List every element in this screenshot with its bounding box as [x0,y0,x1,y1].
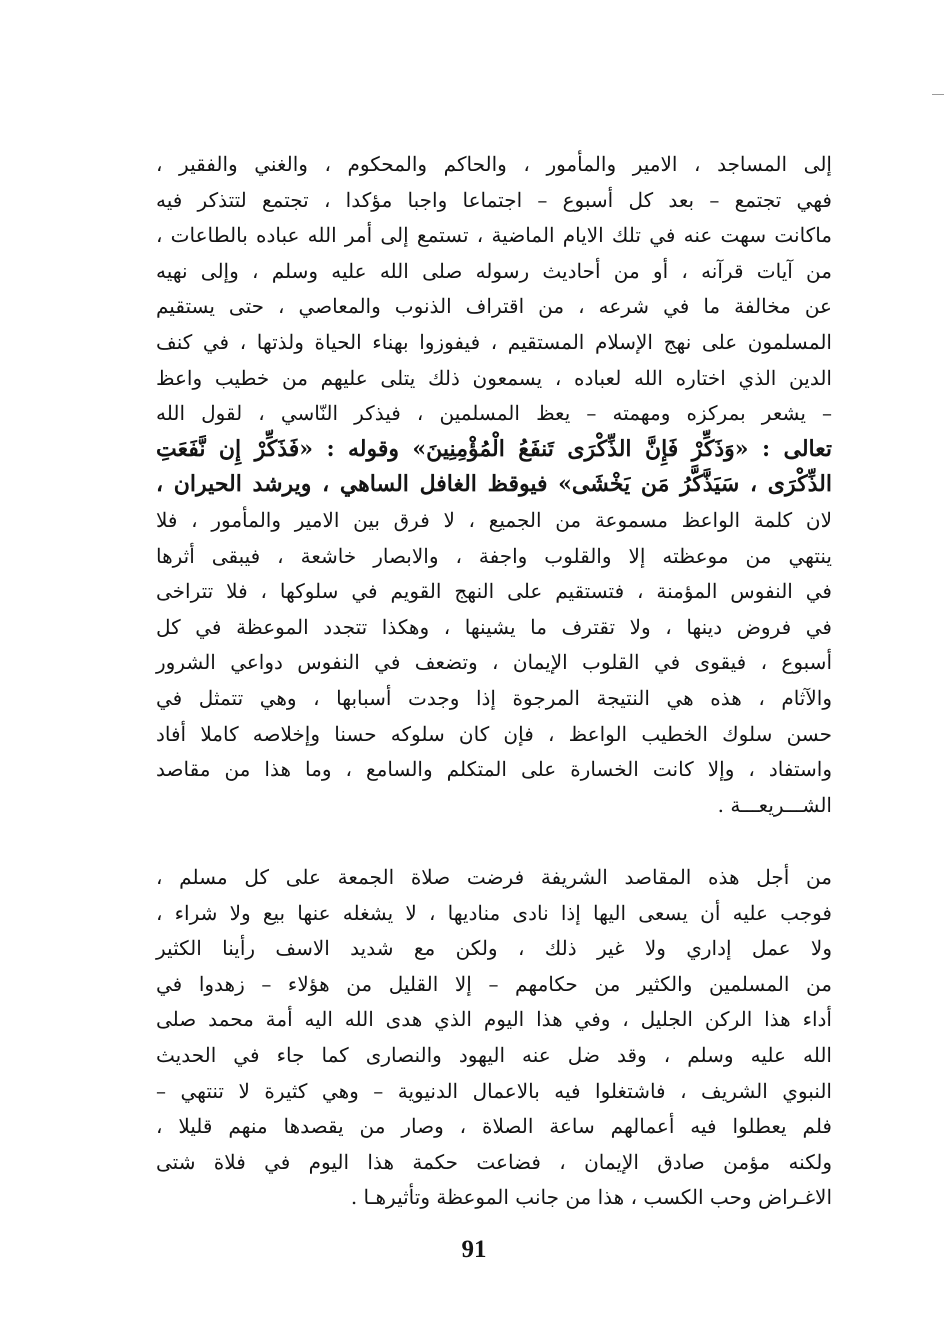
text-line: ينتهي من موعظته إلا والقلوب واجفة ، والابصار خاشعة ، فيبقى أثرها [156,543,832,568]
text-line: أداء هذا الركن الجليل ، وفي هذا اليوم الذي هدى الله اليه أمة محمد صلى [156,1007,832,1032]
text-line: حسن سلوك الخطيب الواعظ ، فإن كان سلوكه حسنا وإخلاصه كاملا أفاد [156,721,832,746]
text-line: ولكنه مؤمن صادق الإيمان ، فضاعت حكمة هذا اليوم في فلاة شتى [156,1149,832,1174]
text-line: الاغـراض وحب الكسب ، هذا من جانب الموعظة وتأثيرهـا . [350,1185,832,1210]
quran-quote-line: تعالى : «وَذَكِّرْ فَإِنَّ الذِّكْرَى تَنفَعُ الْمُؤْمِنِينَ» وقوله : «فَذَكِّرْ إِن نَّفَعَتِ [156,435,832,462]
text-line: في فروض دينها ، ولا تقترف ما يشينها ، وهكذا تتجدد الموعظة في كل [156,614,832,639]
text-line: فهي تجتمع – بعد كل أسبوع – اجتماعا واجبا مؤكدا ، تجتمع لتتذكر فيه [156,187,832,212]
text-line: الله عليه وسلم ، وقد ضل عنه اليهود والنصارى كما جاء في الحديث [156,1042,832,1067]
text-line: فوجب عليه أن يسعى اليها إذا نادى مناديها ، لا يشغله عنها بيع ولا شراء ، [156,900,832,925]
text-line: من آيات قرآنه ، أو من أحاديث رسوله صلى الله عليه وسلم ، وإلى نهيه [156,258,832,283]
page-number: 91 [461,1236,487,1263]
text-line: عن مخالفة ما في شرعه ، من اقتراف الذنوب والمعاصي ، حتى يستقيم [156,294,832,319]
paragraph-2 [156,860,832,1216]
text-line: من أجل هذه المقاصد الشريفة فرضت صلاة الجمعة على كل مسلم ، [156,865,832,889]
text-line: إلى المساجد ، الامير والمأمور ، والحاكم والمحكوم ، والغني والفقير ، [156,152,832,176]
text-line: واستفاد ، وإلا كانت الخسارة على المتكلم والسامع ، وما هذا من مقاصد [156,757,832,782]
text-line: والآثام ، هذه هي النتيجة المرجوة إذا وجدت أسبابها ، وهي تتمثل في [156,685,832,710]
scan-edge-mark [932,94,944,95]
text-line: ماكانت سهت عنه في تلك الايام الماضية ، تستمع إلى أمر الله عباده بالطاعات ، [156,223,832,248]
text-line: فلم يعطلوا فيه أعمالهم ساعة الصلاة ، وصار من يقصدها منهم قليلا ، [156,1114,832,1139]
text-line: النبوي الشريف ، فاشتغلوا فيه بالاعمال الدنيوية – وهي كثيرة لا تنتهي – [156,1078,832,1103]
text-line: المسلمون على نهج الإسلام المستقيم ، فيفوزوا بهناء الحياة ولذتها ، في كنف [156,329,832,354]
text-line: الدين الذي اختاره الله لعباده ، يسمعون ذلك يتلى عليهم من خطيب واعظ [156,365,832,390]
text-line: – يشعر بمركزه ومهمته – يعظ المسلمين ، فيذكر النّاسي ، لقول الله [156,401,832,426]
paragraph-1 [156,147,832,823]
text-line: من المسلمين والكثير من حكامهم – إلا القليل من هؤلاء – زهدوا في [156,971,832,996]
text-line: في النفوس المؤمنة ، فتستقيم على النهج القويم في سلوكها ، فلا تتراخى [156,579,832,604]
text-line: الشـــريعـــة . [717,792,832,817]
text-line: لان كلمة الواعظ مسموعة من الجميع ، لا فرق بين الامير والمأمور ، فلا [156,507,832,532]
text-line: ولا عمل إداري ولا غير ذلك ، ولكن مع شديد الاسف رأينا الكثير [156,936,832,961]
quran-quote-line: الذِّكْرَى ، سَيَذَّكَّرُ مَن يَخْشَى» فيوقظ الغافل الساهي ، ويرشد الحيران ، [156,471,832,498]
text-line: أسبوع ، فيقوى في القلوب الإيمان ، وتضعف في النفوس دواعي الشرور [156,650,832,675]
